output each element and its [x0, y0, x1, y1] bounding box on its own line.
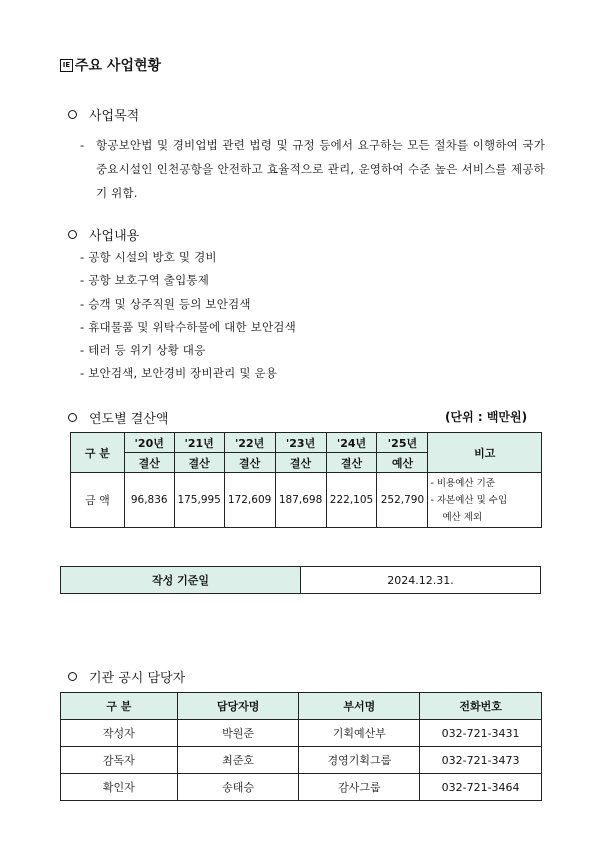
department-cell: 경영기획그룹: [299, 747, 420, 774]
purpose-dash: -: [80, 138, 85, 152]
table-row: [61, 774, 542, 801]
list-item: - 공항 시설의 방호 및 경비: [80, 250, 217, 264]
title-mark: IE: [60, 59, 73, 72]
settlement-heading: [68, 408, 168, 427]
column-header: 구 분: [61, 693, 178, 720]
list-item: - 보안검색, 보안경비 장비관리 및 운용: [80, 366, 278, 381]
purpose-paragraph: [70, 133, 545, 205]
phone-cell: 032-721-3464: [420, 774, 542, 801]
header-year: '22년: [224, 433, 275, 453]
header-year: '21년: [174, 433, 224, 453]
contacts-heading: [68, 667, 185, 686]
page-title-text: 주요 사업현황: [75, 58, 162, 74]
amount-cell: 96,836: [124, 473, 174, 528]
amount-cell: 187,698: [275, 473, 326, 528]
column-header: 전화번호: [420, 693, 542, 720]
header-category: 구 분: [71, 433, 125, 473]
table-header-row: [61, 693, 542, 720]
unit-label: (단위 : 백만원): [445, 410, 528, 424]
table-row: [71, 473, 542, 528]
header-year: '23년: [275, 433, 326, 453]
header-year: '25년: [377, 433, 428, 453]
page-title: [60, 55, 161, 75]
settlement-table: [70, 432, 542, 528]
table-row: [61, 567, 541, 594]
circle-bullet-icon: [68, 413, 77, 422]
contacts-heading-text: 기관 공시 담당자: [89, 671, 186, 686]
header-kind: 결산: [326, 453, 377, 473]
base-date-table: [60, 566, 541, 594]
note-line: - 비용예산 기준: [430, 477, 495, 489]
header-kind: 결산: [275, 453, 326, 473]
circle-bullet-icon: [68, 110, 77, 119]
settlement-heading-text: 연도별 결산액: [89, 412, 169, 427]
column-header: 담당자명: [177, 693, 299, 720]
header-kind: 결산: [224, 453, 275, 473]
note-line: - 자본예산 및 수입: [430, 494, 508, 506]
list-item: - 승객 및 상주직원 등의 보안검색: [80, 296, 251, 311]
header-year: '24년: [326, 433, 377, 453]
amount-cell: 175,995: [174, 473, 224, 528]
content-heading-text: 사업내용: [89, 229, 140, 244]
row-label: 금 액: [71, 473, 125, 528]
column-header: 부서명: [299, 693, 420, 720]
content-heading: [68, 225, 139, 244]
content-list: [80, 246, 296, 386]
phone-cell: 032-721-3473: [420, 747, 542, 774]
table-header-row: [71, 433, 542, 453]
amount-cell: 222,105: [326, 473, 377, 528]
circle-bullet-icon: [68, 230, 77, 239]
table-row: [61, 720, 542, 747]
role-cell: 감독자: [61, 747, 178, 774]
name-cell: 송태승: [177, 774, 299, 801]
list-item: - 테러 등 위기 상황 대응: [80, 343, 206, 358]
header-kind: 결산: [124, 453, 174, 473]
note-line: 예산 제외: [442, 511, 483, 523]
table-row: [61, 747, 542, 774]
department-cell: 기획예산부: [299, 720, 420, 747]
name-cell: 최준호: [177, 747, 299, 774]
list-item: - 휴대물품 및 위탁수하물에 대한 보안검색: [80, 319, 296, 334]
purpose-text: 항공보안법 및 경비업법 관련 법령 및 규정 등에서 요구하는 모든 절차를 이행하여 국가중요시설인 인천공항을 안전하고 효율적으로 관리, 운영하여 수준 높은 서비스를 제공하기 위함.: [96, 138, 545, 200]
circle-bullet-icon: [68, 672, 77, 681]
amount-cell: 172,609: [224, 473, 275, 528]
header-note: 비고: [428, 433, 542, 473]
list-item: - 공항 보호구역 출입통제: [80, 273, 210, 288]
purpose-heading: [68, 105, 139, 124]
contacts-table: [60, 692, 542, 801]
role-cell: 작성자: [61, 720, 178, 747]
note-cell: [428, 473, 542, 528]
name-cell: 박원준: [177, 720, 299, 747]
header-year: '20년: [124, 433, 174, 453]
header-kind: 결산: [174, 453, 224, 473]
base-date-value: 2024.12.31.: [301, 567, 541, 594]
phone-cell: 032-721-3431: [420, 720, 542, 747]
purpose-heading-text: 사업목적: [89, 109, 140, 124]
base-date-label: 작성 기준일: [61, 567, 301, 594]
header-kind: 예산: [377, 453, 428, 473]
role-cell: 확인자: [61, 774, 178, 801]
amount-cell: 252,790: [377, 473, 428, 528]
department-cell: 감사그룹: [299, 774, 420, 801]
